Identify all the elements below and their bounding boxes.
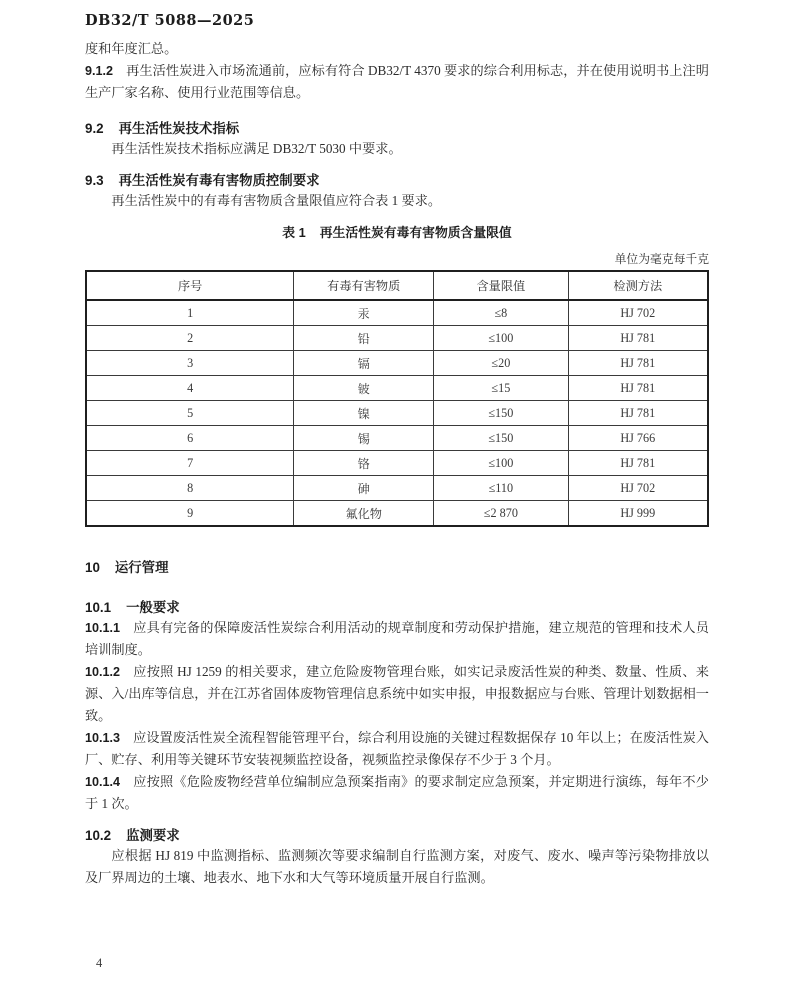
column-header-seq: 序号 [86,271,294,300]
clause-number-10-1-3: 10.1.3 [85,731,121,745]
table-1-unit-note: 单位为毫克每千克 [614,252,709,266]
cell-limit: ≤110 [434,476,568,501]
column-header-method: 检测方法 [568,271,708,300]
clause-10-1-1 [85,617,709,661]
clause-10-1-2 [85,661,709,727]
page-number: 4 [96,956,103,970]
heading-title-10-1: 一般要求 [126,600,180,615]
heading-title-9-2: 再生活性炭技术指标 [118,121,240,136]
table-1-caption-title: 再生活性炭有毒有害物质含量限值 [319,225,512,240]
table-1-caption-label: 表 1 [282,225,306,240]
paragraph-9-2: 再生活性炭技术指标应满足 DB32/T 5030 中要求。 [111,141,402,156]
cell-seq: 3 [86,351,294,376]
heading-number-10-1: 10.1 [85,600,112,615]
cell-method: HJ 702 [568,476,708,501]
clause-number-9-1-2: 9.1.2 [85,64,114,78]
cell-method: HJ 781 [568,351,708,376]
clause-number-10-1-1: 10.1.1 [85,621,121,635]
cell-seq: 7 [86,451,294,476]
table-row [86,426,708,451]
cell-seq: 4 [86,376,294,401]
cell-substance: 汞 [294,300,434,326]
cell-substance: 铅 [294,326,434,351]
heading-number-9-3: 9.3 [85,173,104,188]
table-row [86,501,708,527]
cell-method: HJ 766 [568,426,708,451]
clause-9-1-2 [85,60,709,104]
heading-9-3 [85,172,709,190]
cell-method: HJ 781 [568,326,708,351]
heading-10-1 [85,599,709,617]
document-content [85,0,709,889]
table-row [86,401,708,426]
clause-text-9-1-2: 再生活性炭进入市场流通前，应标有符合 DB32/T 4370 要求的综合利用标志，并在使用说明书上注明生产厂家名称、使用行业范围等信息。 [85,63,709,100]
table-row [86,476,708,501]
cell-limit: ≤150 [434,401,568,426]
heading-10 [85,559,709,577]
cell-method: HJ 781 [568,401,708,426]
table-1-caption [85,224,709,242]
cell-limit: ≤8 [434,300,568,326]
clause-text-10-1-1: 应具有完备的保障废活性炭综合利用活动的规章制度和劳动保护措施，建立规范的管理和技术人员培训制度。 [85,620,709,657]
cell-seq: 5 [86,401,294,426]
clause-text-10-1-2: 应按照 HJ 1259 的相关要求，建立危险废物管理台账，如实记录废活性炭的种类、数量、性质、来源、入/出库等信息，并在江苏省固体废物管理信息系统中如实申报，申报数据应与台账、管理计划数据相一致。 [85,664,709,723]
cell-limit: ≤150 [434,426,568,451]
heading-title-10: 运行管理 [114,560,169,575]
cell-substance: 铍 [294,376,434,401]
paragraph-10-2: 应根据 HJ 819 中监测指标、监测频次等要求编制自行监测方案，对废气、废水、噪声等污染物排放以及厂界周边的土壤、地表水、地下水和大气等环境质量开展自行监测。 [85,848,709,885]
table-1-header [86,271,708,300]
table-row [86,376,708,401]
table-1 [85,270,709,527]
heading-title-10-2: 监测要求 [126,828,180,843]
cell-limit: ≤100 [434,326,568,351]
cell-limit: ≤2 870 [434,501,568,527]
table-1-body [86,300,708,526]
cell-seq: 8 [86,476,294,501]
cell-limit: ≤100 [434,451,568,476]
cell-substance: 锡 [294,426,434,451]
cell-seq: 1 [86,300,294,326]
cell-seq: 9 [86,501,294,527]
heading-number-9-2: 9.2 [85,121,104,136]
heading-title-9-3: 再生活性炭有毒有害物质控制要求 [118,173,320,188]
cell-limit: ≤15 [434,376,568,401]
cell-substance: 氟化物 [294,501,434,527]
cell-substance: 铬 [294,451,434,476]
table-row [86,326,708,351]
column-header-limit: 含量限值 [434,271,568,300]
cell-substance: 镍 [294,401,434,426]
paragraph-9-3: 再生活性炭中的有毒有害物质含量限值应符合表 1 要求。 [111,193,442,208]
cell-method: HJ 781 [568,376,708,401]
heading-10-2 [85,827,709,845]
cell-substance: 镉 [294,351,434,376]
cell-method: HJ 781 [568,451,708,476]
cell-seq: 2 [86,326,294,351]
table-row [86,351,708,376]
clause-10-1-4 [85,771,709,815]
paragraph-carryover: 度和年度汇总。 [85,41,178,56]
heading-number-10-2: 10.2 [85,828,112,843]
heading-9-2 [85,120,709,138]
clause-10-1-3 [85,727,709,771]
cell-substance: 砷 [294,476,434,501]
table-row [86,300,708,326]
clause-text-10-1-4: 应按照《危险废物经营单位编制应急预案指南》的要求制定应急预案，并定期进行演练，每年不少于 1 次。 [85,774,709,811]
table-row [86,451,708,476]
table-header-row [86,271,708,300]
clause-number-10-1-4: 10.1.4 [85,775,121,789]
cell-limit: ≤20 [434,351,568,376]
cell-method: HJ 702 [568,300,708,326]
clause-number-10-1-2: 10.1.2 [85,665,121,679]
doc-code-header: DB32/T 5088—2025 [85,12,255,29]
cell-seq: 6 [86,426,294,451]
clause-text-10-1-3: 应设置废活性炭全流程智能管理平台，综合利用设施的关键过程数据保存 10 年以上；在废活性炭入厂、贮存、利用等关键环节安装视频监控设备，视频监控录像保存不少于 3 个月。 [85,730,709,767]
cell-method: HJ 999 [568,501,708,527]
column-header-substance: 有毒有害物质 [294,271,434,300]
heading-number-10: 10 [85,560,100,575]
